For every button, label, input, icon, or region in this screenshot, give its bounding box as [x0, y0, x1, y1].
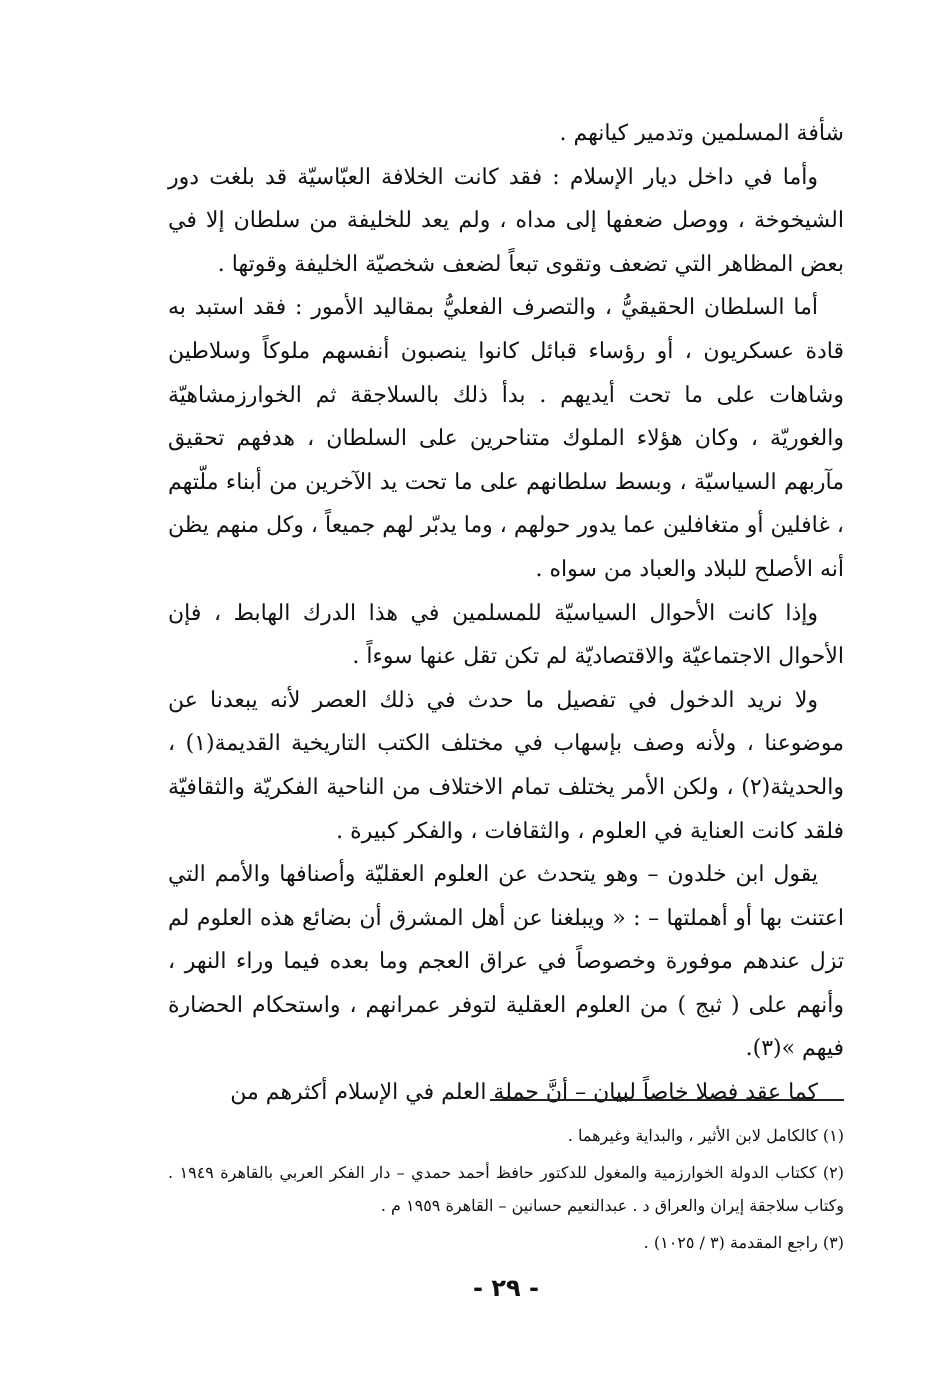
footnote-3: (٣) راجع المقدمة (٣ / ١٠٢٥) .: [643, 1233, 844, 1252]
paragraph-real-power: أما السلطان الحقيقيُّ ، والتصرف الفعليُّ بمقاليد الأمور : فقد استبد به قادة عسكريون ، أو رؤساء قبائل كانوا ينصبون أنفسهم ملوكاً وسلاطين وشاهات على ما تحت أيديهم . بدأ ذلك بالسلاجقة ثم الخوارزمشاهيّة والغوريّة ، وكان هؤلاء الملوك متناحرين على السلطان ، هدفهم تحقيق مآربهم السياسيّة ، وبسط سلطانهم على ما تحت يد الآخرين من أبناء ملّتهم ، غافلين أو متغافلين عما يدور حولهم ، وما يدبّر لهم جميعاً ، وكل منهم يظن أنه الأصلح للبلاد والعباد من سواه .: [168, 295, 844, 582]
paragraph-intellectual-life: ولا نريد الدخول في تفصيل ما حدث في ذلك العصر لأنه يبعدنا عن موضوعنا ، ولأنه وصف بإسهاب في مختلف الكتب التاريخية القديمة(١) ، والحديثة(٢) ، ولكن الأمر يختلف تمام الاختلاف من الناحية الفكريّة والثقافيّة فلقد كانت العناية في العلوم ، والثقافات ، والفكر كبيرة .: [168, 687, 844, 844]
footnote-1: (١) كالكامل لابن الأثير ، والبداية وغيرهما .: [567, 1126, 844, 1145]
footnote-2: (٢) ككتاب الدولة الخوارزمية والمغول للدكتور حافظ أحمد حمدي – دار الفكر العربي بالقاهرة ١٩٤٩ . وكتاب سلاجقة إيران والعراق د . عبدالنعيم حسانين – القاهرة ١٩٥٩ م .: [168, 1163, 845, 1215]
footnote-separator: [490, 1099, 844, 1101]
footnotes: [168, 1119, 844, 1263]
page-number: - ٢٩ -: [473, 1274, 539, 1302]
paragraph-continuation: شأفة المسلمين وتدمير كيانهم .: [559, 121, 844, 146]
body-text: [168, 112, 844, 1115]
book-page: [168, 112, 844, 1362]
paragraph-caliphate: وأما في داخل ديار الإسلام : فقد كانت الخلافة العبّاسيّة قد بلغت دور الشيخوخة ، ووصل ضعفها إلى مداه ، ولم يعد للخليفة من سلطان إلا في بعض المظاهر التي تضعف وتقوى تبعاً لضعف شخصيّة الخليفة وقوتها .: [168, 164, 844, 277]
paragraph-bearers-of-knowledge: كما عقد فصلا خاصاً لبيان – أنَّ حملة العلم في الإسلام أكثرهم من: [230, 1080, 818, 1106]
paragraph-ibn-khaldun-quote: يقول ابن خلدون – وهو يتحدث عن العلوم العقليّة وأصنافها والأمم التي اعتنت بها أو أهملتها – : « ويبلغنا عن أهل المشرق أن بضائع هذه العلوم لم تزل عندهم موفورة وخصوصاً في عراق العجم وما بعده فيما وراء النهر ، وأنهم على ( ثبج ) من العلوم العقلية لتوفر عمرانهم ، واستحكام الحضارة فيهم »(٣).: [168, 862, 844, 1062]
paragraph-social-conditions: وإذا كانت الأحوال السياسيّة للمسلمين في هذا الدرك الهابط ، فإن الأحوال الاجتماعيّة والاقتصاديّة لم تكن تقل عنها سوءاً .: [168, 600, 844, 670]
